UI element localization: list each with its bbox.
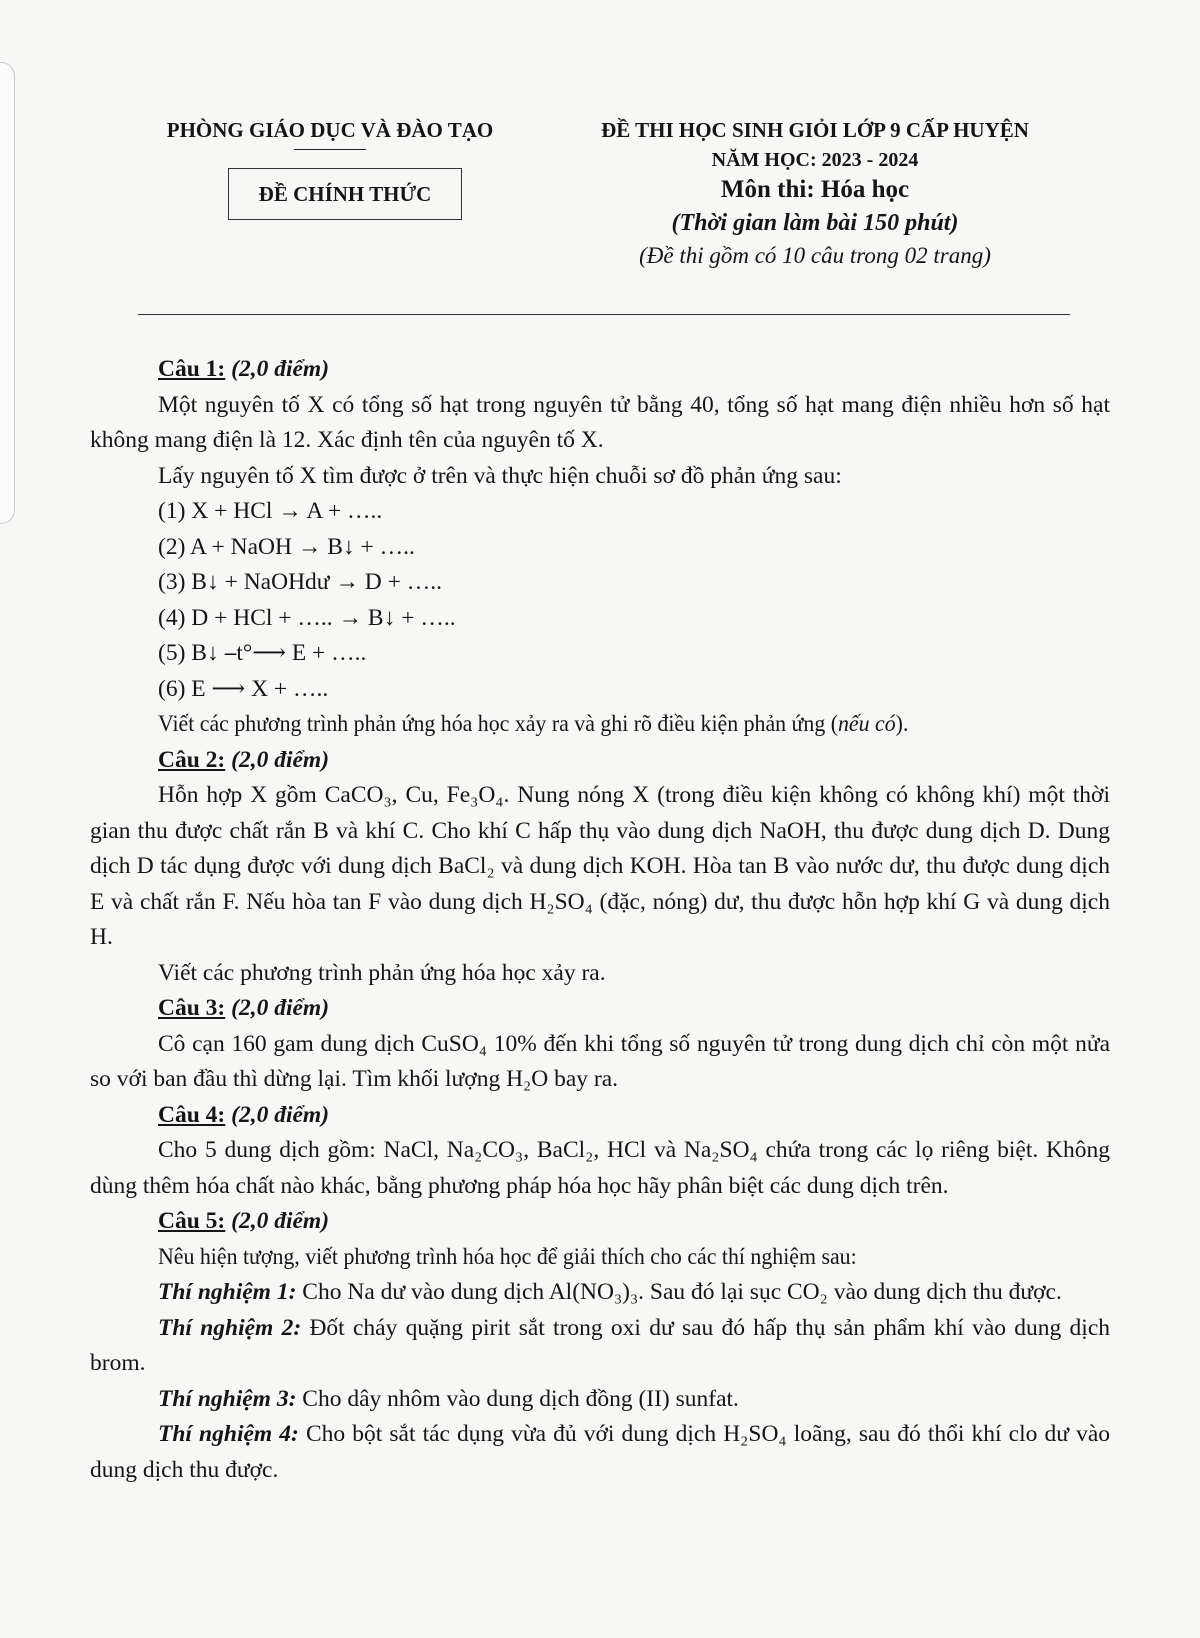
exam-title: ĐỀ THI HỌC SINH GIỎI LỚP 9 CẤP HUYỆN — [601, 118, 1029, 142]
question-3-text: Cô cạn 160 gam dung dịch CuSO₄ 10% đến khi tổng số nguyên tử trong dung dịch chỉ còn một nửa so với ban đầu thì dừng lại. Tìm khối lượng H₂O bay ra. — [90, 1030, 1110, 1092]
experiment-text: Cho Na dư vào dung dịch Al(NO₃)₃. Sau đó lại sục CO₂ vào dung dịch thu được. — [302, 1279, 1062, 1305]
pages-note: (Đề thi gồm có 10 câu trong 02 trang) — [639, 243, 991, 268]
question-4-text: Cho 5 dung dịch gồm: NaCl, Na₂CO₃, BaCl₂, HCl và Na₂SO₄ chứa trong các lọ riêng biệt. Không dùng thêm hóa chất nào khác, bằng phương pháp hóa học hãy phân biệt các dung dịch trên. — [90, 1137, 1110, 1199]
question-1-instruction — [90, 707, 1110, 743]
question-1-text: Một nguyên tố X có tổng số hạt trong nguyên tử bằng 40, tổng số hạt mang điện nhiều hơn số hạt không mang điện là 12. Xác định tên của nguyên tố X. — [90, 391, 1110, 453]
question-points: (2,0 điểm) — [231, 1101, 330, 1128]
question-label: Câu 3: — [158, 995, 226, 1021]
experiment-text: Đốt cháy quặng pirit sắt trong oxi dư sau đó hấp thụ sản phẩm khí vào dung dịch brom. — [90, 1314, 1111, 1376]
subject: Môn thi: Hóa học — [720, 176, 910, 203]
official-label-box: ĐỀ CHÍNH THỨC — [228, 168, 462, 220]
experiment-2 — [90, 1311, 1110, 1382]
reaction-1: (1) X + HCl → A + ….. — [158, 498, 383, 524]
instruction-italic: nếu có — [838, 711, 896, 737]
question-2-instruction: Viết các phương trình phản ứng hóa học xảy ra. — [158, 959, 606, 986]
exam-content — [90, 352, 1110, 1488]
question-points: (2,0 điểm) — [231, 746, 330, 773]
experiment-text: Cho bột sắt tác dụng vừa đủ với dung dịch H₂SO₄ loãng, sau đó thổi khí clo dư vào dung dịch thu được. — [90, 1421, 1110, 1483]
experiment-1 — [90, 1275, 1110, 1311]
question-5-intro — [90, 1240, 1110, 1276]
reaction-5: (5) B↓ ⎯t°⟶ E + ….. — [158, 640, 367, 666]
office-name: PHÒNG GIÁO DỤC VÀ ĐÀO TẠO — [166, 118, 494, 142]
question-label: Câu 4: — [158, 1101, 226, 1128]
reaction-6: (6) E ⟶ X + ….. — [158, 675, 329, 702]
office-underline — [294, 149, 366, 150]
question-2-heading — [90, 743, 1110, 779]
experiment-title: Thí nghiệm 3: — [158, 1385, 297, 1412]
question-points: (2,0 điểm) — [231, 356, 330, 382]
question-label: Câu 5: — [158, 1208, 226, 1234]
viewer-edge — [0, 62, 15, 524]
reaction-4: (4) D + HCl + ….. → B↓ + ….. — [158, 604, 456, 631]
reaction-3: (3) B↓ + NaOHdư → D + ….. — [158, 569, 443, 595]
question-4-heading — [90, 1098, 1110, 1134]
experiment-text: Cho dây nhôm vào dung dịch đồng (II) sunfat. — [302, 1385, 739, 1412]
question-5-intro-text: Nêu hiện tượng, viết phương trình hóa học để giải thích cho các thí nghiệm sau: — [158, 1243, 857, 1270]
question-5-heading — [90, 1204, 1110, 1240]
experiment-title: Thí nghiệm 4: — [158, 1421, 299, 1447]
experiment-4 — [90, 1417, 1110, 1488]
question-3-heading — [90, 991, 1110, 1027]
header-right — [560, 118, 1070, 269]
question-label: Câu 2: — [158, 746, 226, 773]
instruction-end: ). — [895, 711, 909, 737]
school-year: NĂM HỌC: 2023 - 2024 — [711, 149, 919, 171]
question-points: (2,0 điểm) — [231, 1208, 330, 1234]
reaction-2: (2) A + NaOH → B↓ + ….. — [158, 533, 415, 560]
experiment-title: Thí nghiệm 1: — [158, 1279, 297, 1305]
experiment-title: Thí nghiệm 2: — [158, 1314, 302, 1341]
question-1-chain-intro: Lấy nguyên tố X tìm được ở trên và thực hiện chuỗi sơ đồ phản ứng sau: — [158, 462, 842, 489]
duration: (Thời gian làm bài 150 phút) — [671, 210, 959, 236]
header-divider — [138, 314, 1070, 315]
instruction-main: Viết các phương trình phản ứng hóa học xảy ra và ghi rõ điều kiện phản ứng ( — [158, 711, 839, 737]
question-label: Câu 1: — [158, 356, 226, 382]
question-2-text: Hỗn hợp X gồm CaCO₃, Cu, Fe₃O₄. Nung nóng X (trong điều kiện không có không khí) một thời gian thu được chất rắn B và khí C. Cho khí C hấp thụ vào dung dịch NaOH, thu được dung dịch D. Dung dịch D tác dụng được với dung dịch BaCl₂ và dung dịch KOH. Hòa tan B vào nước dư, thu được dung dịch E và chất rắn F. Nếu hòa tan F vào dung dịch H₂SO₄ (đặc, nóng) dư, thu được hỗn hợp khí G và dung dịch H. — [90, 782, 1110, 950]
header-left — [150, 118, 510, 150]
experiment-3 — [90, 1382, 1110, 1418]
question-1-heading — [90, 352, 1110, 388]
question-points: (2,0 điểm) — [231, 995, 330, 1021]
